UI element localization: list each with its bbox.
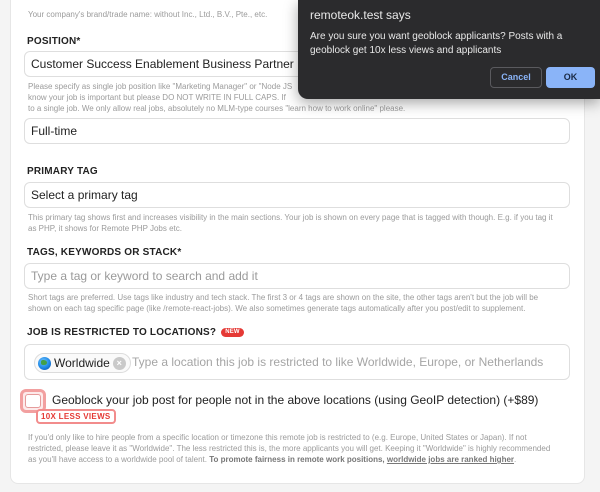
remove-chip-icon[interactable]: × [113, 357, 126, 370]
cancel-button[interactable]: Cancel [490, 67, 542, 88]
company-help-text: Your company's brand/trade name: without Inc., Ltd., B.V., Pte., etc. [28, 10, 268, 19]
location-chip-worldwide[interactable] [34, 353, 131, 373]
locations-help-line-1: If you'd only like to hire people from a specific location or timezone this remote job is restricted to (e.g. Europe, United States or Japan). If not [28, 433, 527, 442]
dialog-title: remoteok.test says [310, 8, 411, 22]
locations-label-row [27, 327, 244, 338]
tags-help-line-1: Short tags are preferred. Use tags like industry and tech stack. The first 3 or 4 tags are shown on the site, the other tags aren't but the job will be [28, 293, 539, 302]
tags-label: TAGS, KEYWORDS OR STACK* [27, 247, 182, 258]
locations-help-line-3-row [28, 454, 516, 465]
position-help-line-3: to a single job. We only allow real jobs, absolutely no MLM-type courses "learn how to work online" please. [28, 104, 406, 113]
confirm-dialog [298, 0, 600, 99]
primary-tag-select[interactable]: Select a primary tag [24, 182, 570, 208]
globe-icon [38, 357, 51, 370]
less-views-badge: 10X LESS VIEWS [36, 409, 116, 424]
tags-input[interactable]: Type a tag or keyword to search and add it [24, 263, 570, 289]
position-help-line-1: Please specify as single job position like "Marketing Manager" or "Node JS [28, 82, 293, 91]
locations-input[interactable] [24, 344, 570, 380]
position-label: POSITION* [27, 36, 81, 47]
locations-help-line-3: as you'll have access to a worldwide pool of talent. [28, 455, 207, 464]
dialog-message: Are you sure you want geoblock applicants? Posts with a geoblock get 10x less views and applicants [310, 31, 563, 56]
geoblock-checkbox[interactable] [25, 394, 41, 408]
ok-button[interactable]: OK [546, 67, 595, 88]
locations-help-bold: To promote fairness in remote work positions, [209, 455, 385, 464]
primary-tag-label: PRIMARY TAG [27, 166, 98, 177]
locations-placeholder: Type a location this job is restricted to like Worldwide, Europe, or Netherlands [132, 355, 544, 369]
position-input[interactable]: Customer Success Enablement Business Partner [24, 51, 570, 77]
locations-label: JOB IS RESTRICTED TO LOCATIONS? [27, 327, 217, 338]
primary-tag-help-line-1: This primary tag shows first and increases visibility in the main sections. Your job is shown on every page that is tagged with though. E.g. if you tag it [28, 213, 553, 222]
geoblock-label[interactable]: Geoblock your job post for people not in the above locations (using GeoIP detection) (+$89) [52, 393, 539, 407]
worldwide-ranked-link[interactable]: worldwide jobs are ranked higher [386, 455, 515, 464]
new-badge: NEW [221, 328, 244, 337]
position-help-line-2: know your job is important but please DO NOT WRITE IN FULL CAPS. If [28, 93, 286, 102]
employment-type-select[interactable]: Full-time [24, 118, 570, 144]
tags-help-line-2: shown on each tag specific page (like /remote-react-jobs). We also sometimes generate tags automatically after you post/edit to supplement. [28, 304, 526, 313]
locations-help-line-2: restricted, please leave it as "Worldwide". The less restricted this is, the more applicants you will get. Keeping it "Worldwide" is highly recommended [28, 444, 551, 453]
primary-tag-help-line-2: as PHP, it shows for Remote PHP Jobs etc. [28, 224, 182, 233]
location-chip-label: Worldwide [54, 356, 110, 370]
locations-help-end: . [514, 455, 517, 464]
